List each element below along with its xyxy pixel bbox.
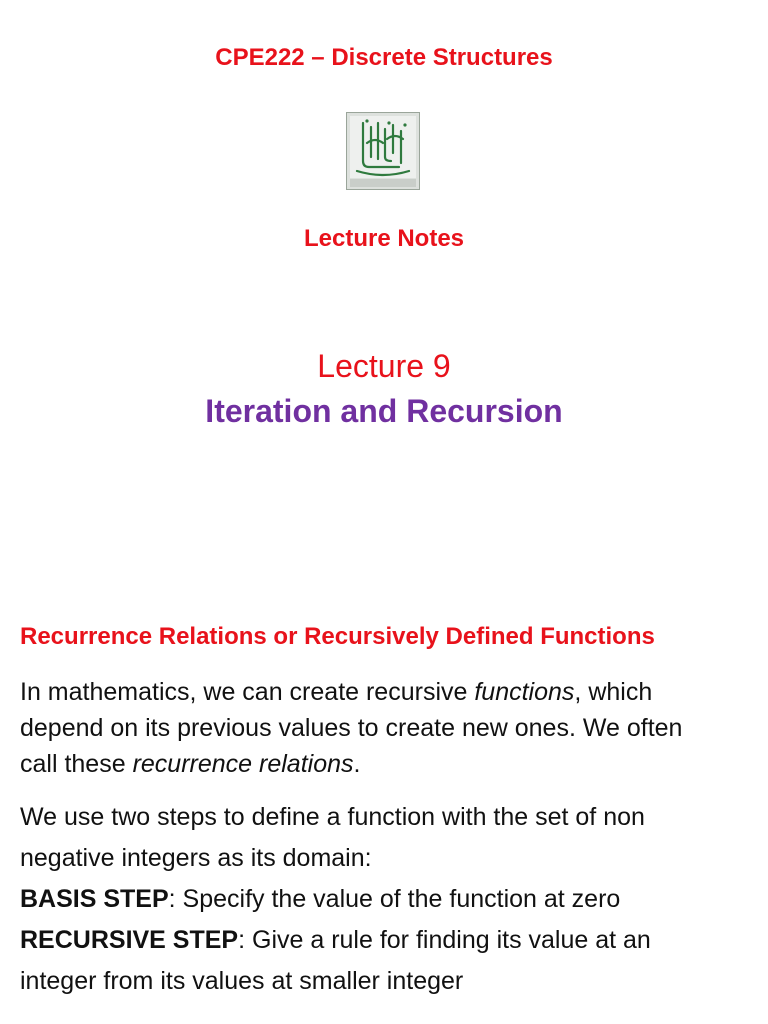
intro-line-2: depend on its previous values to create new ones. We often xyxy=(20,714,683,742)
steps-line-2: negative integers as its domain: xyxy=(20,844,372,872)
functions-term: functions xyxy=(474,678,575,706)
intro-line-1 xyxy=(20,674,750,710)
intro-text-1: In mathematics, we can create recursive xyxy=(20,678,475,706)
intro-line-3 xyxy=(20,746,750,782)
course-title: CPE222 – Discrete Structures xyxy=(215,44,553,71)
basis-step-label: BASIS STEP xyxy=(20,885,169,913)
lecture-topic: Iteration and Recursion xyxy=(205,393,563,429)
notes-title: Lecture Notes xyxy=(303,225,465,252)
basis-step-line xyxy=(20,879,750,920)
recursive-step-label: RECURSIVE STEP xyxy=(20,926,239,954)
steps-line-1: We use two steps to define a function with the set of non xyxy=(20,803,645,831)
section-heading: Recurrence Relations or Recursively Defined Functions xyxy=(20,623,655,650)
steps-paragraph xyxy=(20,797,750,1002)
basis-step-text: : Specify the value of the function at zero xyxy=(168,885,621,913)
intro-paragraph xyxy=(20,674,750,782)
recursive-step-text: : Give a rule for finding its value at an xyxy=(238,926,651,954)
recursive-step-line xyxy=(20,920,750,961)
intro-text-2: , which xyxy=(574,678,653,706)
intro-text-3: call these xyxy=(20,750,133,778)
lecture-number: Lecture 9 xyxy=(317,348,451,384)
steps-line-5: integer from its values at smaller integer xyxy=(20,967,464,995)
university-logo-icon xyxy=(346,112,420,190)
recurrence-term: recurrence relations xyxy=(132,750,354,778)
intro-text-4: . xyxy=(353,750,361,778)
